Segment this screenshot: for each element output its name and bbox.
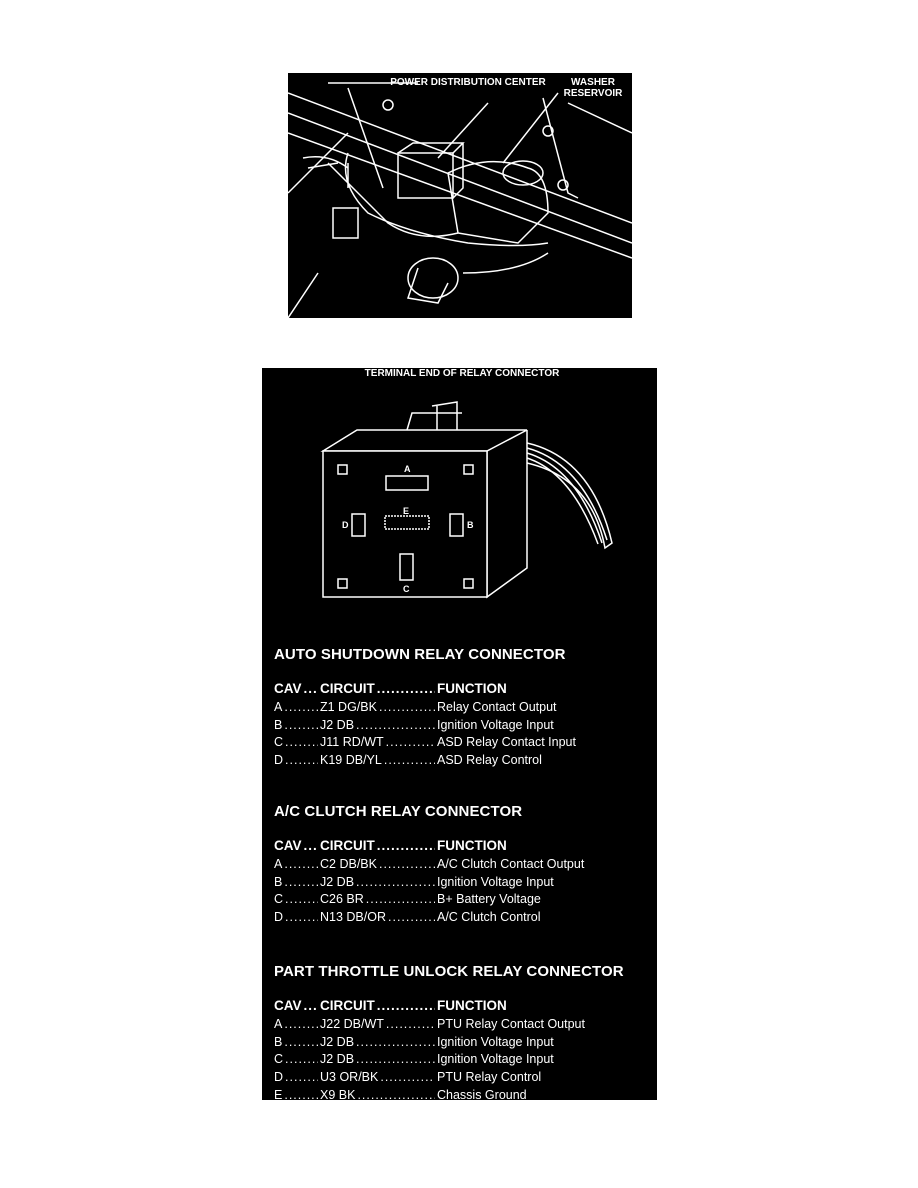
cav: C	[274, 1052, 284, 1067]
engine-compartment-illustration	[288, 73, 632, 318]
function: Ignition Voltage Input	[437, 874, 554, 889]
table-header	[274, 680, 654, 699]
cav: B	[274, 1034, 283, 1049]
circuit: J2 DB	[320, 1034, 355, 1049]
function: Ignition Voltage Input	[437, 717, 554, 732]
circuit: CIRCUIT	[320, 838, 375, 853]
table-header	[274, 997, 654, 1016]
cavity-label-d: D	[342, 520, 349, 530]
circuit: X9 BK	[320, 1087, 356, 1102]
function: FUNCTION	[437, 681, 507, 696]
circuit: J2 DB	[320, 717, 355, 732]
table-row	[274, 1034, 654, 1052]
cav: A	[274, 1017, 283, 1031]
cav: CAV	[274, 838, 302, 853]
circuit: U3 OR/BK	[320, 1070, 379, 1085]
table-row	[274, 1016, 654, 1034]
engine-compartment-drawing	[288, 73, 632, 318]
cav: CAV	[274, 681, 302, 696]
cav: A	[274, 857, 283, 871]
table-row	[274, 734, 654, 752]
function: Chassis Ground	[437, 1087, 527, 1102]
relay-connector-panel	[262, 368, 657, 1100]
circuit: N13 DB/OR	[320, 910, 386, 925]
function: ASD Relay Contact Input	[437, 735, 576, 750]
function: ASD Relay Control	[437, 753, 542, 768]
circuit: J2 DB	[320, 874, 355, 889]
table-row	[274, 699, 654, 717]
cav: D	[274, 753, 284, 768]
table-header	[274, 837, 654, 856]
function: Ignition Voltage Input	[437, 1034, 554, 1049]
cav: D	[274, 1070, 284, 1085]
function: FUNCTION	[437, 998, 507, 1013]
table-row	[274, 1087, 654, 1105]
circuit: K19 DB/YL	[320, 753, 382, 768]
section-title: A/C CLUTCH RELAY CONNECTOR	[274, 803, 523, 820]
table-row	[274, 752, 654, 770]
section-title: AUTO SHUTDOWN RELAY CONNECTOR	[274, 646, 566, 663]
circuit: CIRCUIT	[320, 681, 375, 696]
cav: B	[274, 874, 283, 889]
circuit: CIRCUIT	[320, 998, 375, 1013]
cav: B	[274, 717, 283, 732]
function: A/C Clutch Contact Output	[437, 857, 585, 871]
function: FUNCTION	[437, 838, 507, 853]
pdc-label: POWER DISTRIBUTION CENTER	[390, 77, 546, 88]
function: PTU Relay Contact Output	[437, 1017, 585, 1031]
cavity-label-a: A	[404, 464, 411, 474]
connector-caption: TERMINAL END OF RELAY CONNECTOR	[364, 368, 560, 379]
circuit: J2 DB	[320, 1052, 355, 1067]
function: B+ Battery Voltage	[437, 892, 541, 907]
section-title: PART THROTTLE UNLOCK RELAY CONNECTOR	[274, 963, 624, 980]
connector-section	[274, 803, 654, 927]
table-row	[274, 1051, 654, 1069]
cav: C	[274, 892, 284, 907]
cav: A	[274, 700, 283, 714]
cavity-label-c: C	[403, 584, 410, 594]
cav: CAV	[274, 998, 302, 1013]
cavity-label-b: B	[467, 520, 474, 530]
circuit: C26 BR	[320, 892, 364, 907]
cavity-label-e: E	[403, 506, 410, 516]
connector-section	[274, 646, 654, 770]
table-row	[274, 1069, 654, 1087]
function: Ignition Voltage Input	[437, 1052, 554, 1067]
function: PTU Relay Control	[437, 1070, 542, 1085]
table-row	[274, 909, 654, 927]
circuit: Z1 DG/BK	[320, 700, 377, 714]
connector-section	[274, 963, 654, 1104]
circuit: C2 DB/BK	[320, 857, 377, 871]
relay-connector-drawing	[262, 368, 657, 608]
circuit: J11 RD/WT	[320, 735, 384, 750]
cav: C	[274, 735, 284, 750]
table-row	[274, 874, 654, 892]
table-row	[274, 856, 654, 874]
washer-reservoir-label: WASHER RESERVOIR	[563, 77, 623, 99]
function: Relay Contact Output	[437, 700, 557, 714]
function: A/C Clutch Control	[437, 910, 541, 925]
table-row	[274, 891, 654, 909]
table-row	[274, 717, 654, 735]
circuit: J22 DB/WT	[320, 1017, 384, 1031]
cav: D	[274, 910, 284, 925]
cav: E	[274, 1087, 283, 1102]
